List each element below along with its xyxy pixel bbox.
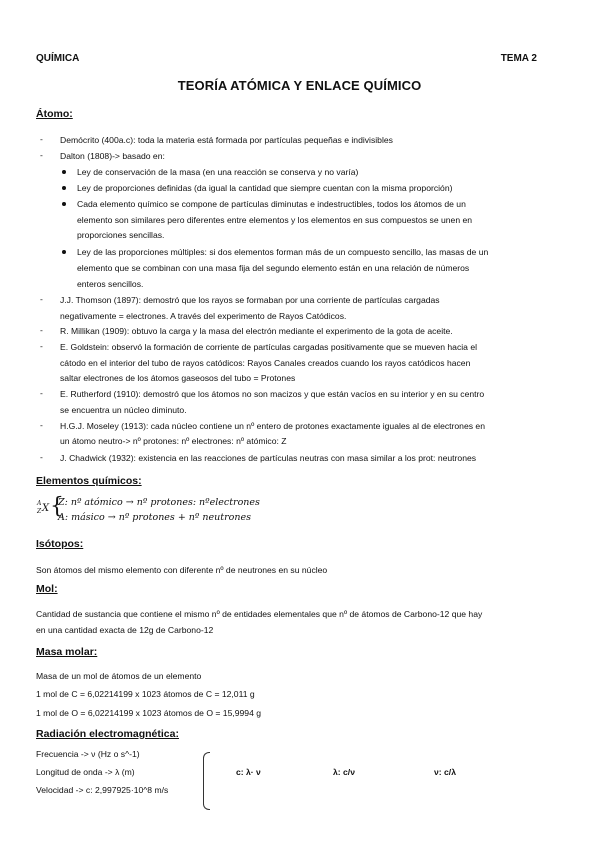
a-definition: A: másico → nº protones + nº neutrones bbox=[58, 512, 251, 523]
section-mol-heading: Mol: bbox=[36, 583, 58, 595]
list-item-cont: un átomo neutro-> nº protones: nº electrones: nº atómico: Z bbox=[60, 436, 287, 446]
list-dash: - bbox=[40, 388, 43, 398]
mass-number-sup: A bbox=[37, 500, 42, 507]
z-definition: Z: nº atómico → nº protones: nºelectrones bbox=[58, 497, 260, 508]
section-isotopos-heading: Isótopos: bbox=[36, 538, 84, 550]
mol-text-cont: en una cantidad exacta de 12g de Carbono-12 bbox=[36, 625, 214, 635]
radiacion-velocidad: Velocidad -> c: 2,997925·10^8 m/s bbox=[36, 785, 169, 795]
section-elementos-heading: Elementos químicos: bbox=[36, 475, 142, 487]
list-item-cont: se encuentra un núcleo diminuto. bbox=[60, 405, 187, 415]
list-item: Dalton (1808)-> basado en: bbox=[60, 151, 165, 161]
list-dash: - bbox=[40, 150, 43, 160]
element-symbol: X bbox=[42, 503, 50, 514]
page-title: TEORÍA ATÓMICA Y ENLACE QUÍMICO bbox=[177, 78, 422, 93]
formula-nu: ν: c/λ bbox=[434, 767, 456, 777]
list-dash: - bbox=[40, 341, 43, 351]
list-item-cont: elemento que se combinan con una masa fija del segundo elemento están en una relación de números bbox=[77, 263, 470, 273]
list-item: E. Rutherford (1910): demostró que los átomos no son macizos y que están vacíos en su interior y en su centro bbox=[60, 389, 485, 399]
list-item-cont: negativamente = electrones. A través del experimento de Rayos Catódicos. bbox=[60, 311, 347, 321]
atomic-number-sub: Z bbox=[37, 508, 42, 515]
masa-molar-carbon: 1 mol de C = 6,02214199 x 1023 átomos de C = 12,011 g bbox=[36, 689, 255, 699]
list-item: Cada elemento químico se compone de partículas diminutas e indestructibles, todos los átomos de un bbox=[77, 199, 466, 209]
list-item-cont: proporciones sencillas. bbox=[77, 230, 165, 240]
section-atomo-heading: Átomo: bbox=[36, 108, 73, 120]
bullet-icon bbox=[62, 202, 66, 206]
list-dash: - bbox=[40, 134, 43, 144]
list-item: Demócrito (400a.c): toda la materia está formada por partículas pequeñas e indivisibles bbox=[60, 135, 393, 145]
list-item: R. Millikan (1909): obtuvo la carga y la masa del electrón mediante el experimento de la gota de aceite. bbox=[60, 326, 453, 336]
list-item-cont: enteros sencillos. bbox=[77, 279, 144, 289]
radiacion-longitud: Longitud de onda -> λ (m) bbox=[36, 767, 135, 777]
list-item-cont: cátodo en el interior del tubo de rayos catódicos: Rayos Canales creados cuando los rayos catódicos hacen bbox=[60, 358, 471, 368]
formula-c: c: λ· ν bbox=[236, 767, 261, 777]
left-brace-icon bbox=[203, 752, 210, 810]
section-radiacion-heading: Radiación electromagnética: bbox=[36, 728, 179, 740]
list-item: Ley de proporciones definidas (da igual la cantidad que siempre cuentan con la misma proporción) bbox=[77, 183, 453, 193]
bullet-icon bbox=[62, 170, 66, 174]
masa-molar-oxygen: 1 mol de O = 6,02214199 x 1023 átomos de O = 15,9994 g bbox=[36, 708, 262, 718]
formula-lambda: λ: c/ν bbox=[333, 767, 355, 777]
list-item: J. Chadwick (1932): existencia en las reacciones de partículas neutras con masa similar a los prot: neutrones bbox=[60, 453, 477, 463]
list-item-cont: saltar electrones de los átomos gaseosos del tubo = Protones bbox=[60, 373, 296, 383]
list-dash: - bbox=[40, 294, 43, 304]
isotopos-text: Son átomos del mismo elemento con diferente nº de neutrones en su núcleo bbox=[36, 565, 328, 575]
list-item: Ley de conservación de la masa (en una reacción se conserva y no varía) bbox=[77, 167, 359, 177]
list-item: H.G.J. Moseley (1913): cada núcleo contiene un nº entero de protones exactamente iguales al de electrones en bbox=[60, 421, 485, 431]
list-dash: - bbox=[40, 420, 43, 430]
list-item: J.J. Thomson (1897): demostró que los rayos se formaban por una corriente de partículas cargadas bbox=[60, 295, 440, 305]
header-subject: QUÍMICA bbox=[36, 53, 80, 64]
left-brace-icon: { bbox=[50, 494, 64, 519]
bullet-icon bbox=[62, 186, 66, 190]
masa-molar-text: Masa de un mol de átomos de un elemento bbox=[36, 671, 202, 681]
radiacion-frecuencia: Frecuencia -> ν (Hz o s^-1) bbox=[36, 749, 140, 759]
section-masa-molar-heading: Masa molar: bbox=[36, 646, 98, 658]
list-dash: - bbox=[40, 452, 43, 462]
mol-text: Cantidad de sustancia que contiene el mismo nº de entidades elementales que nº de átomos de Carbono-12 que hay bbox=[36, 609, 483, 619]
list-dash: - bbox=[40, 325, 43, 335]
bullet-icon bbox=[62, 250, 66, 254]
header-topic: TEMA 2 bbox=[500, 53, 537, 64]
list-item-cont: elemento son similares pero diferentes entre elementos y los elementos en sus compuestos se unen en bbox=[77, 215, 473, 225]
list-item: E. Goldstein: observó la formación de corriente de partículas cargadas positivamente que se mueven hacia el bbox=[60, 342, 478, 352]
list-item: Ley de las proporciones múltiples: si dos elementos forman más de un compuesto sencillo, las masas de un bbox=[77, 247, 489, 257]
